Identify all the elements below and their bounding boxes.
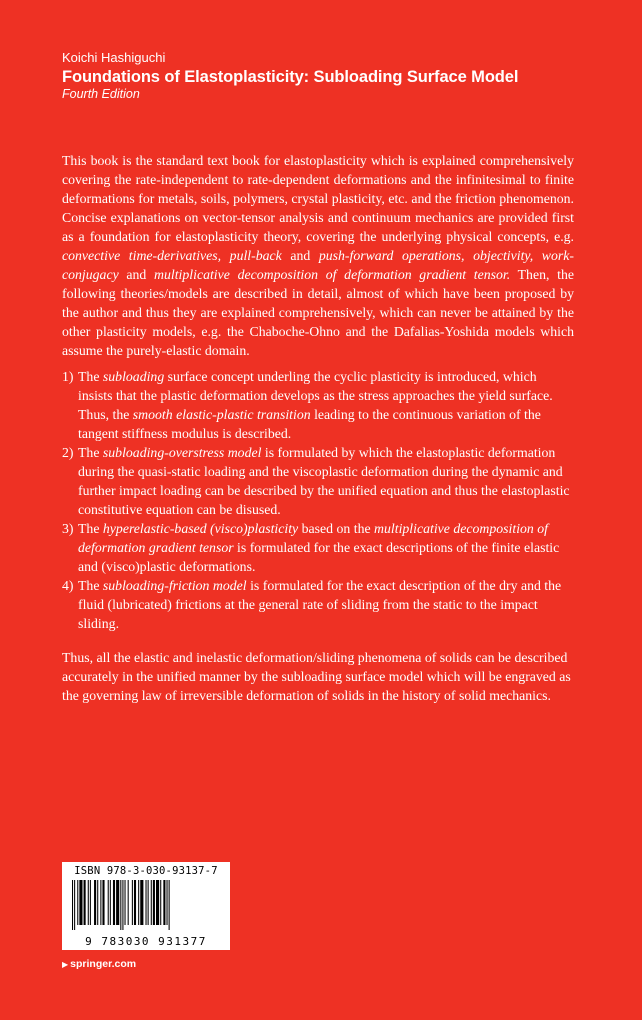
barcode-bar <box>153 880 155 925</box>
publisher-url: springer.com <box>70 958 137 970</box>
barcode-bar <box>151 880 152 925</box>
barcode-bar <box>146 880 147 925</box>
feature-list-item <box>62 519 574 576</box>
text-run: surface concept underling the cyclic plasticity is introduced, which insists that the plastic deformation develops as the stress approaches the yield surface. Thus, the <box>78 369 553 422</box>
barcode-bar <box>100 880 101 925</box>
text-run: based on the <box>298 521 375 536</box>
italic-term: smooth elastic-plastic transition <box>132 407 311 422</box>
barcode-bar <box>94 880 96 925</box>
italic-term: hyperelastic-based (visco)plasticity <box>102 521 299 536</box>
italic-term: multiplicative decomposition of deformation gradient tensor. <box>154 267 511 282</box>
text-run: The <box>78 369 103 384</box>
barcode-image <box>72 880 220 930</box>
barcode-bar <box>163 880 165 925</box>
text-run: and <box>281 248 319 263</box>
barcode-bar <box>134 880 136 925</box>
barcode-bar <box>72 880 73 930</box>
list-number: 3) <box>62 521 74 536</box>
barcode-bar <box>138 880 139 925</box>
text-run: leading to the continuous variation of the tangent stiffness modulus is described. <box>78 407 541 441</box>
barcode-bar <box>140 880 143 925</box>
text-run: and <box>118 267 155 282</box>
text-run: This book is the standard text book for elastoplasticity which is explained comprehensively covering the rate-independent to rate-dependent deformations and the infinitesimal to finite deformations for metals, soils, polymers, crystal plasticity, etc. and the friction phenomenon. Concise explanations on vector-tensor analysis and continuum mechanics are provided first as a foundation for elastoplasticity theory, covering the underlying physical concepts, e.g. <box>62 153 574 244</box>
text-run: Then, the following theories/models are described in detail, almost of which have been proposed by the author and thus they are explained comprehensively, which can never be attained by the other plasticity models, e.g. the Chaboche-Ohno and the Dafalias-Yoshida models which assume the purely-elastic domain. <box>62 267 574 358</box>
barcode-bar <box>102 880 104 925</box>
feature-list-item <box>62 367 574 443</box>
list-number: 4) <box>62 578 74 593</box>
feature-list-item <box>62 443 574 519</box>
barcode-bar <box>113 880 115 925</box>
intro-paragraph <box>62 151 574 360</box>
italic-term: subloading-friction model <box>102 578 247 593</box>
text-run: The <box>78 521 103 536</box>
italic-term: convective time-derivatives, pull-back <box>62 248 282 263</box>
barcode-bar <box>74 880 75 930</box>
barcode-bar <box>84 880 86 925</box>
barcode-bar <box>156 880 159 925</box>
triangle-right-icon: ▶ <box>62 960 69 969</box>
text-run: The <box>78 445 103 460</box>
barcode-bar <box>122 880 123 930</box>
barcode-bar <box>79 880 82 925</box>
barcode-bar <box>160 880 161 925</box>
barcode-bar <box>110 880 111 925</box>
italic-term: subloading <box>102 369 165 384</box>
barcode-digits: 9 783030 931377 <box>85 935 207 948</box>
isbn-barcode-box <box>62 862 230 950</box>
closing-paragraph: Thus, all the elastic and inelastic deformation/sliding phenomena of solids can be described accurately in the unified manner by the subloading surface model which will be engraved as the governing law of irreversible deformation of solids in the history of solid mechanics. <box>62 650 571 703</box>
barcode-bar <box>108 880 109 925</box>
italic-term: subloading-overstress model <box>102 445 262 460</box>
text-run: is formulated for the exact descriptions of the finite elastic and (visco)plastic deformations. <box>78 540 560 574</box>
barcode-bar <box>88 880 89 925</box>
list-number: 1) <box>62 369 74 384</box>
barcode-bar <box>90 880 91 925</box>
barcode-bar <box>169 880 170 930</box>
feature-list <box>62 367 574 633</box>
list-number: 2) <box>62 445 74 460</box>
author-name: Koichi Hashiguchi <box>62 50 166 65</box>
barcode-bar <box>77 880 78 925</box>
barcode-bar <box>148 880 149 925</box>
barcode-bar <box>97 880 98 925</box>
barcode-bar <box>120 880 121 930</box>
text-run: is formulated by which the elastoplastic deformation during the quasi-static loading and the viscoplastic deformation during the dynamic and further impact loading can be described by the unified equation and thus the elastoplastic constitutive equation can be disused. <box>78 445 570 517</box>
italic-term: push-forward operations, objectivity, work-conjugacy <box>62 248 574 282</box>
publisher-link[interactable] <box>62 958 136 971</box>
barcode-bar <box>128 880 129 925</box>
italic-term: multiplicative decomposition of deformation gradient tensor <box>78 521 549 555</box>
text-run: The <box>78 578 103 593</box>
barcode-bar <box>167 880 168 925</box>
book-title: Foundations of Elastoplasticity: Subloading Surface Model <box>62 68 519 86</box>
barcode-bar <box>116 880 119 925</box>
barcode-bar <box>125 880 126 925</box>
text-run: is formulated for the exact description of the dry and the fluid (lubricated) frictions at the general rate of sliding from the static to the impact sliding. <box>78 578 562 631</box>
isbn-label: ISBN 978-3-030-93137-7 <box>74 865 218 877</box>
cover-header <box>62 50 602 102</box>
barcode-bar <box>132 880 133 925</box>
blurb-body <box>62 151 574 705</box>
feature-list-item <box>62 576 574 633</box>
edition-label: Fourth Edition <box>62 87 140 101</box>
